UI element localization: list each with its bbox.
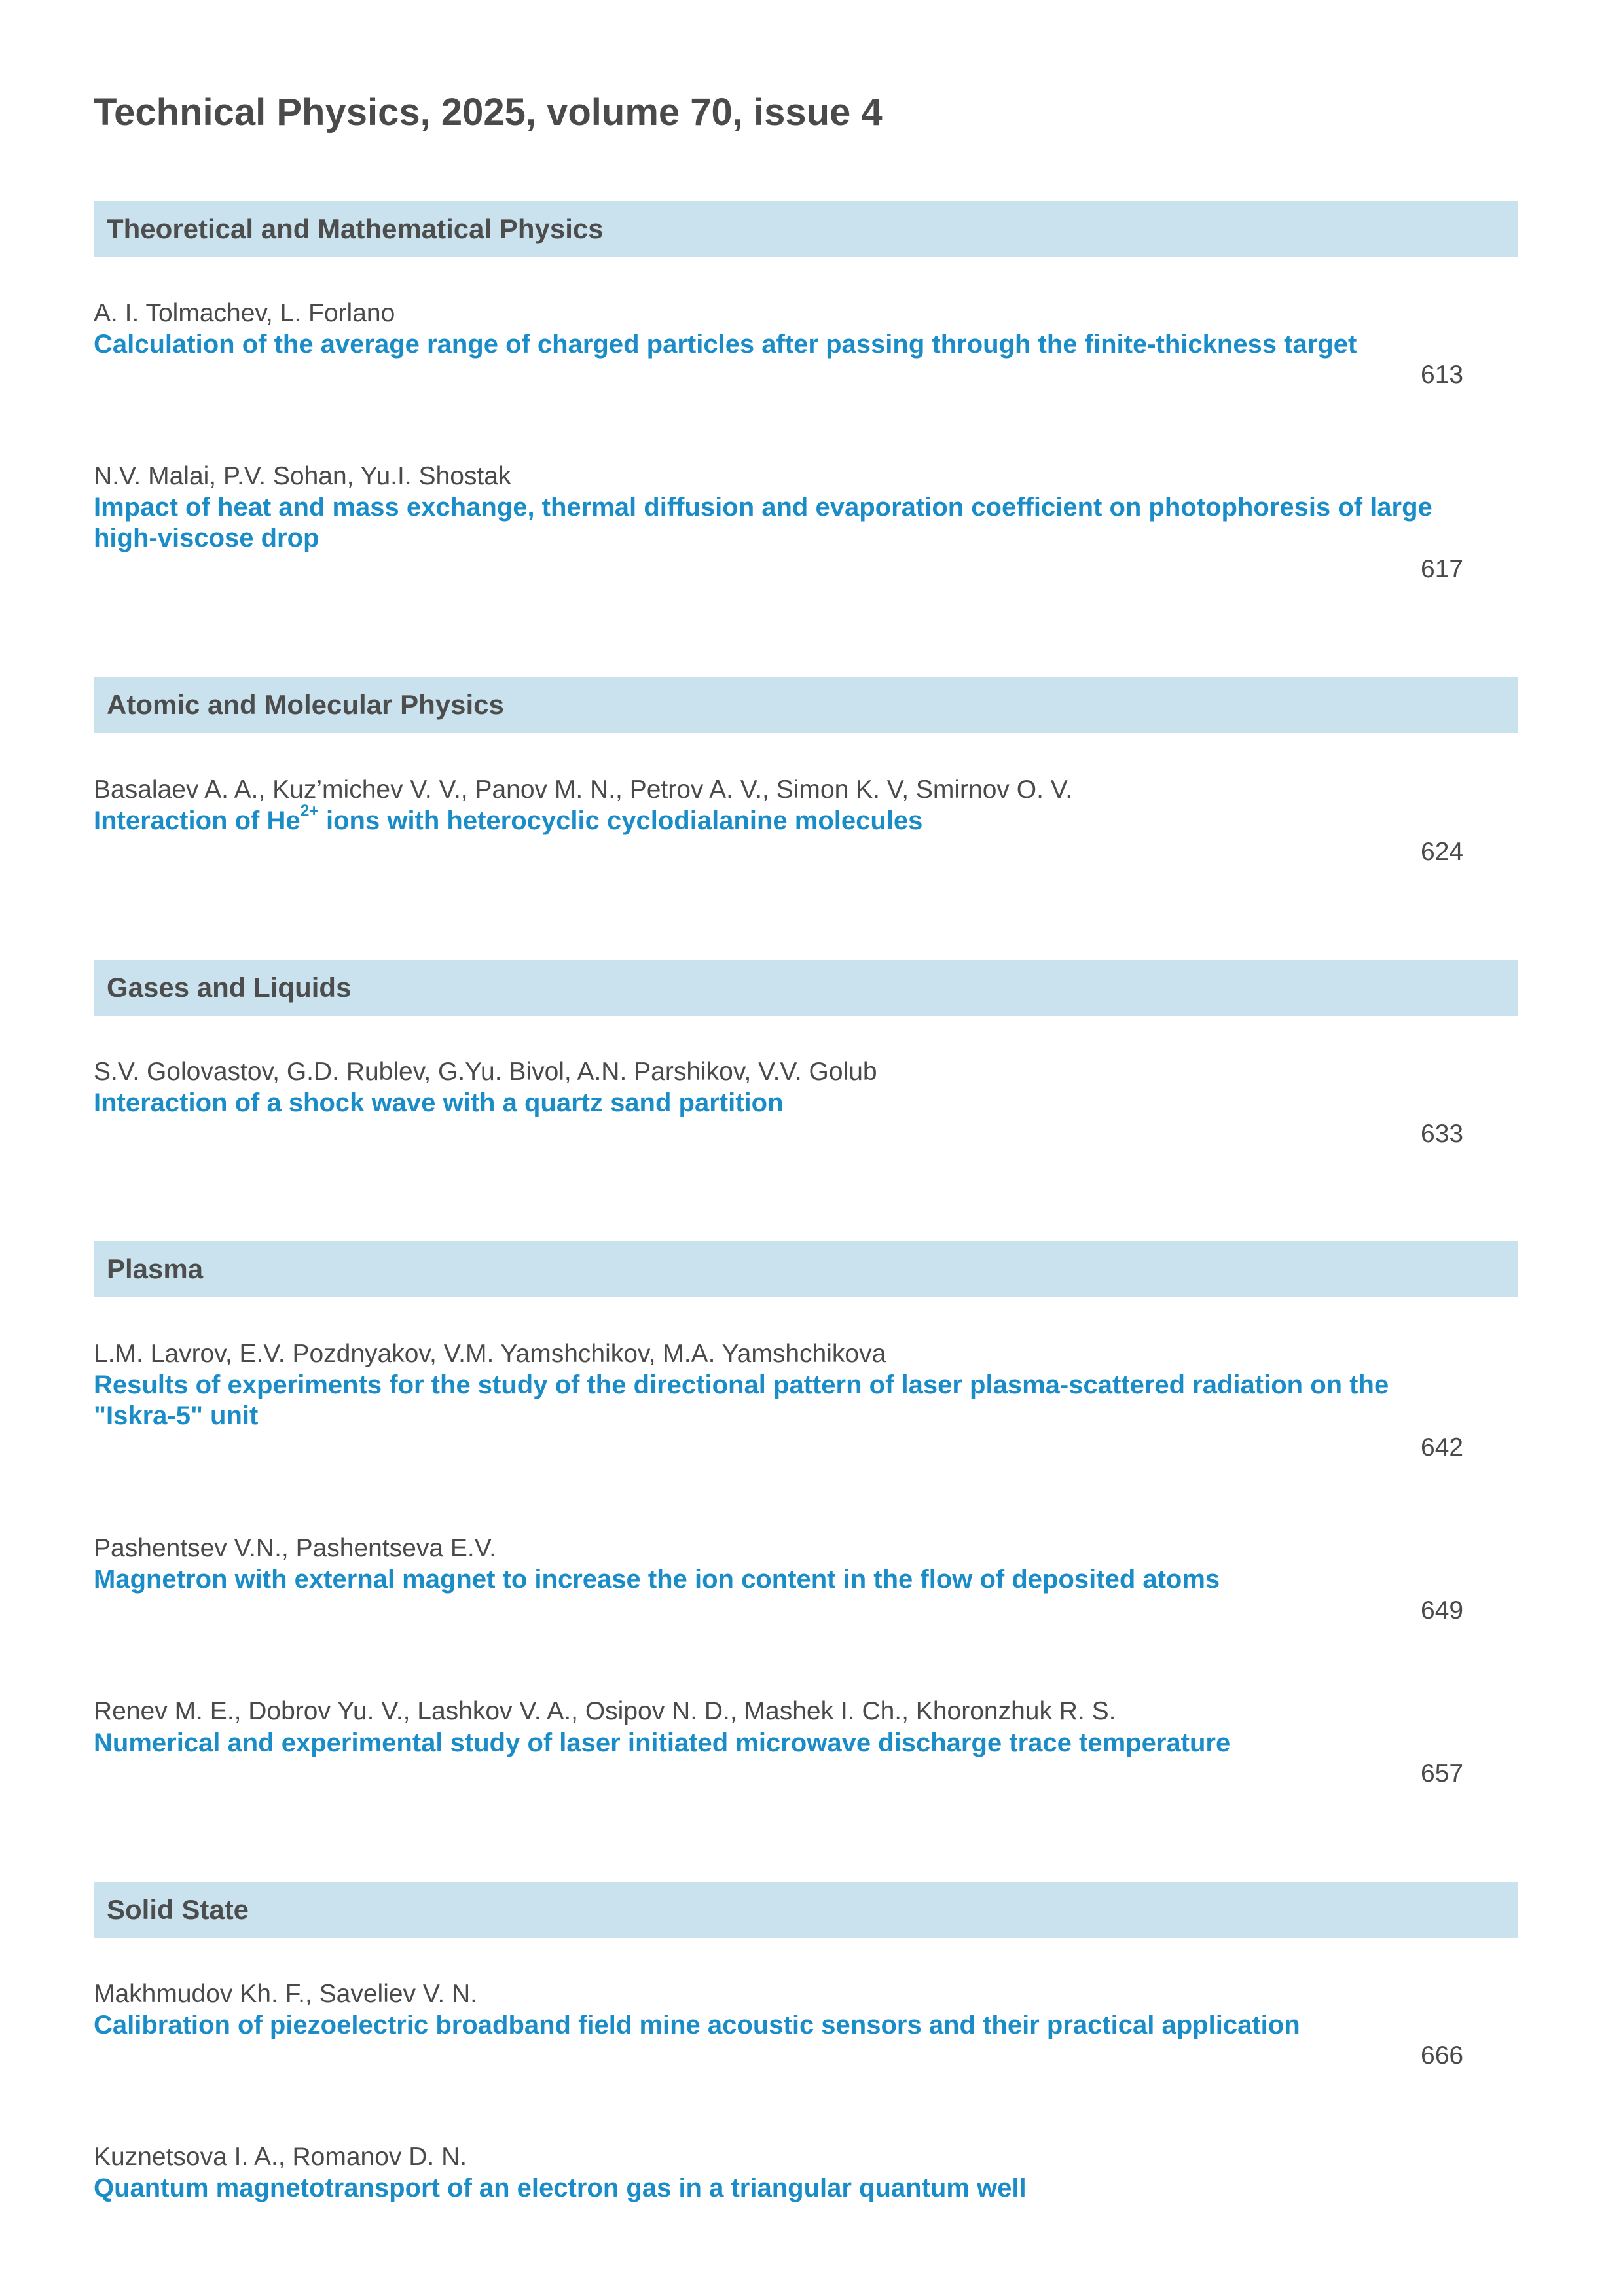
section-heading: Solid State bbox=[107, 1894, 249, 1925]
section-header-gases bbox=[94, 960, 1518, 1016]
article-title-link[interactable]: Impact of heat and mass exchange, thermal diffusion and evaporation coefficient on photophoresis of large high-viscose drop bbox=[94, 493, 1432, 552]
section-heading: Plasma bbox=[107, 1253, 204, 1284]
article-page-number: 633 bbox=[1421, 1120, 1464, 1148]
article-authors: A. I. Tolmachev, L. Forlano bbox=[94, 299, 395, 327]
section-heading: Atomic and Molecular Physics bbox=[107, 689, 504, 720]
section-header-plasma bbox=[94, 1241, 1518, 1297]
section-header-atomic bbox=[94, 677, 1518, 733]
article-title-link[interactable]: Quantum magnetotransport of an electron gas in a triangular quantum well bbox=[94, 2174, 1027, 2202]
article-authors: Pashentsev V.N., Pashentseva E.V. bbox=[94, 1534, 497, 1562]
section-heading: Gases and Liquids bbox=[107, 972, 352, 1003]
article-title-link[interactable]: Interaction of a shock wave with a quartz sand partition bbox=[94, 1088, 784, 1117]
section-heading: Theoretical and Mathematical Physics bbox=[107, 213, 604, 244]
article-title-link[interactable]: Calibration of piezoelectric broadband field mine acoustic sensors and their practical application bbox=[94, 2011, 1300, 2039]
article-authors: Basalaev A. A., Kuz’michev V. V., Panov M. N., Petrov A. V., Simon K. V, Smirnov O. V. bbox=[94, 776, 1073, 804]
article-authors: Renev M. E., Dobrov Yu. V., Lashkov V. A., Osipov N. D., Mashek I. Ch., Khoronzhuk R. S. bbox=[94, 1697, 1116, 1725]
article-page-number: 666 bbox=[1421, 2041, 1464, 2070]
article-page-number: 624 bbox=[1421, 838, 1464, 866]
article-page-number: 657 bbox=[1421, 1759, 1464, 1787]
article-authors: S.V. Golovastov, G.D. Rublev, G.Yu. Bivol, A.N. Parshikov, V.V. Golub bbox=[94, 1058, 877, 1086]
title-text: ions with heterocyclic cyclodialanine molecules bbox=[318, 806, 923, 835]
article-authors: Kuznetsova I. A., Romanov D. N. bbox=[94, 2143, 467, 2171]
article-authors: Makhmudov Kh. F., Saveliev V. N. bbox=[94, 1980, 477, 2008]
article-page-number: 649 bbox=[1421, 1596, 1464, 1624]
section-header-solid-state bbox=[94, 1882, 1518, 1938]
article-title-link[interactable]: Numerical and experimental study of laser initiated microwave discharge trace temperature bbox=[94, 1729, 1231, 1757]
article-authors: L.M. Lavrov, E.V. Pozdnyakov, V.M. Yamshchikov, M.A. Yamshchikova bbox=[94, 1340, 886, 1368]
article-page-number: 613 bbox=[1421, 361, 1464, 389]
superscript-charge: 2+ bbox=[300, 802, 319, 821]
article-authors: N.V. Malai, P.V. Sohan, Yu.I. Shostak bbox=[94, 462, 511, 490]
article-page-number: 642 bbox=[1421, 1433, 1464, 1462]
article-page-number: 617 bbox=[1421, 555, 1464, 583]
article-title-link[interactable]: Magnetron with external magnet to increase the ion content in the flow of deposited atoms bbox=[94, 1565, 1220, 1594]
article-title-link[interactable]: Calculation of the average range of charged particles after passing through the finite-thickness target bbox=[94, 330, 1357, 359]
title-text: Interaction of He bbox=[94, 806, 301, 835]
article-title-link[interactable] bbox=[94, 802, 1442, 836]
page-title: Technical Physics, 2025, volume 70, issue 4 bbox=[94, 91, 883, 134]
section-header-theoretical bbox=[94, 201, 1518, 257]
article-title-link[interactable]: Results of experiments for the study of the directional pattern of laser plasma-scattered radiation on the "Iskra-5" unit bbox=[94, 1371, 1389, 1430]
